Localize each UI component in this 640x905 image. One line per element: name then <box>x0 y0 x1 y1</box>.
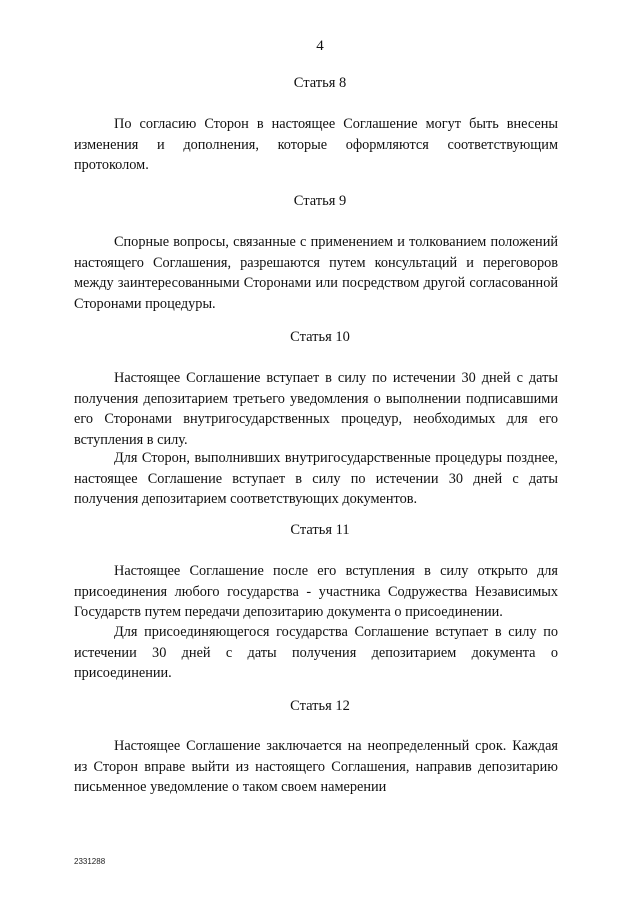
article-11-paragraph-1: Настоящее Соглашение после его вступления в силу открыто для присоединения любого государства - участника Содружества Независимых Государств путем передачи депозитарию документа о присоединении. <box>74 563 558 620</box>
page-number: 4 <box>316 38 324 54</box>
article-12-heading: Статья 12 <box>290 698 350 714</box>
article-10-paragraph-2: Для Сторон, выполнивших внутригосударственные процедуры позднее, настоящее Соглашение вступает в силу по истечении 30 дней с даты получения депозитарием соответствующих документов. <box>74 450 558 507</box>
article-8-heading: Статья 8 <box>293 75 347 91</box>
article-11-heading: Статья 11 <box>290 522 350 538</box>
document-code: 2331288 <box>74 857 106 866</box>
article-10-paragraph-1: Настоящее Соглашение вступает в силу по истечении 30 дней с даты получения депозитарием третьего уведомления о выполнении подписавшими его Сторонами внутригосударственных процедур, необходимых для его вступления в силу. <box>74 370 558 448</box>
article-12-paragraph-1: Настоящее Соглашение заключается на неопределенный срок. Каждая из Сторон вправе выйти из настоящего Соглашения, направив депозитарию письменное уведомление о таком своем намерении <box>74 738 558 795</box>
article-11-paragraph-2: Для присоединяющегося государства Соглашение вступает в силу по истечении 30 дней с даты получения депозитарием документа о присоединении. <box>74 624 558 681</box>
article-9-paragraph-1: Спорные вопросы, связанные с применением и толкованием положений настоящего Соглашения, разрешаются путем консультаций и переговоров между заинтересованными Сторонами или посредством другой согласованной Сторонами процедуры. <box>74 234 558 312</box>
article-10-heading: Статья 10 <box>290 329 350 345</box>
article-9-heading: Статья 9 <box>293 193 347 209</box>
article-8-paragraph-1: По согласию Сторон в настоящее Соглашение могут быть внесены изменения и дополнения, которые оформляются соответствующим протоколом. <box>74 116 558 173</box>
